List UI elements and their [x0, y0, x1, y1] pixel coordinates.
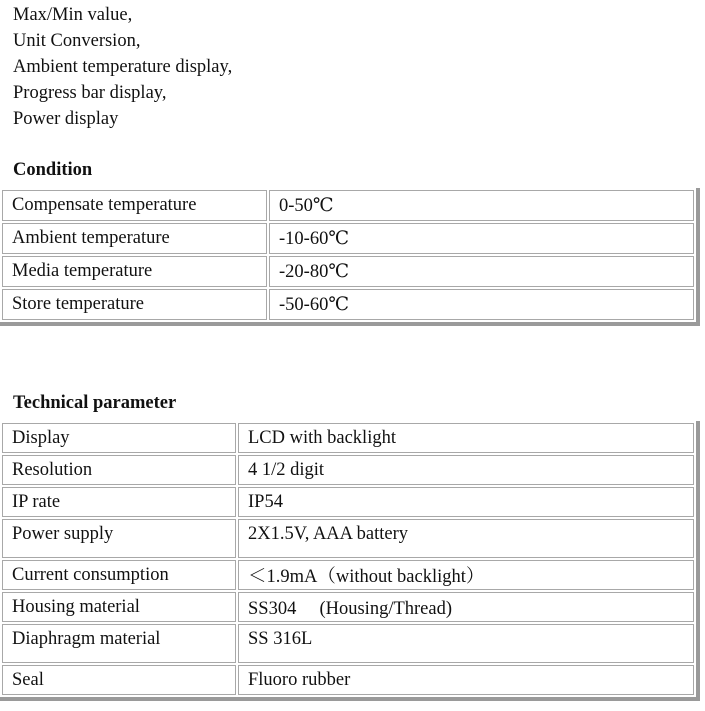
- parameter-value: IP54: [238, 487, 694, 517]
- parameter-label: Current consumption: [2, 560, 236, 590]
- condition-value: 0-50℃: [269, 190, 694, 221]
- parameter-value: LCD with backlight: [238, 423, 694, 453]
- feature-line: Ambient temperature display,: [13, 57, 233, 77]
- condition-heading: Condition: [13, 160, 93, 180]
- technical-heading: Technical parameter: [13, 393, 177, 413]
- parameter-label: Resolution: [2, 455, 236, 485]
- parameter-label: IP rate: [2, 487, 236, 517]
- parameter-value: SS 316L: [238, 624, 694, 663]
- table-row: [2, 455, 694, 485]
- parameter-label: Power supply: [2, 519, 236, 558]
- parameter-label: Seal: [2, 665, 236, 695]
- table-row: [2, 423, 694, 453]
- condition-label: Store temperature: [2, 289, 267, 320]
- condition-value: -50-60℃: [269, 289, 694, 320]
- feature-line: Progress bar display,: [13, 83, 167, 103]
- parameter-value: ＜1.9mA（without backlight）: [238, 560, 694, 590]
- table-row: [2, 560, 694, 590]
- table-row: [2, 624, 694, 663]
- feature-line: Power display: [13, 109, 119, 129]
- feature-line: Max/Min value,: [13, 5, 133, 25]
- parameter-value: 4 1/2 digit: [238, 455, 694, 485]
- table-row: [2, 256, 694, 287]
- parameter-value: Fluoro rubber: [238, 665, 694, 695]
- table-row: [2, 190, 694, 221]
- table-row: [2, 592, 694, 622]
- parameter-label: Diaphragm material: [2, 624, 236, 663]
- technical-table: [0, 421, 700, 701]
- condition-label: Ambient temperature: [2, 223, 267, 254]
- condition-label: Media temperature: [2, 256, 267, 287]
- condition-label: Compensate temperature: [2, 190, 267, 221]
- feature-line: Unit Conversion,: [13, 31, 141, 51]
- parameter-value: SS304 (Housing/Thread): [238, 592, 694, 622]
- parameter-label: Display: [2, 423, 236, 453]
- condition-value: -20-80℃: [269, 256, 694, 287]
- table-row: [2, 289, 694, 320]
- table-row: [2, 487, 694, 517]
- parameter-value: 2X1.5V, AAA battery: [238, 519, 694, 558]
- table-row: [2, 665, 694, 695]
- condition-table: [0, 188, 700, 326]
- table-row: [2, 223, 694, 254]
- condition-value: -10-60℃: [269, 223, 694, 254]
- table-row: [2, 519, 694, 558]
- parameter-label: Housing material: [2, 592, 236, 622]
